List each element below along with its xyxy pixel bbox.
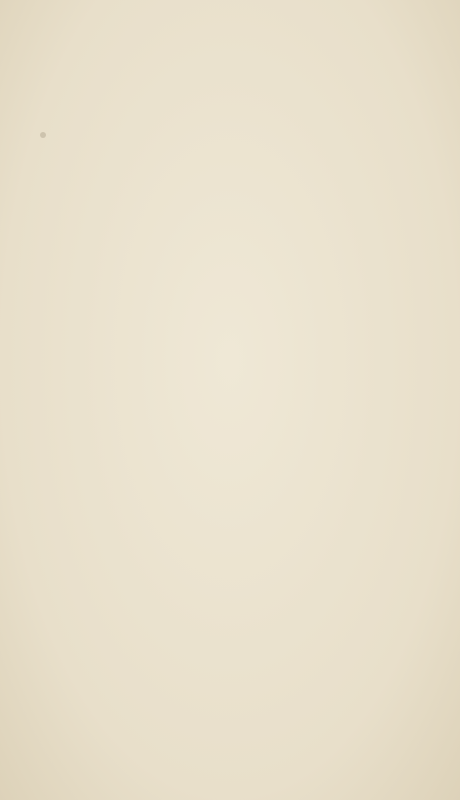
page-text xyxy=(100,60,430,69)
paper-stain xyxy=(40,132,46,138)
